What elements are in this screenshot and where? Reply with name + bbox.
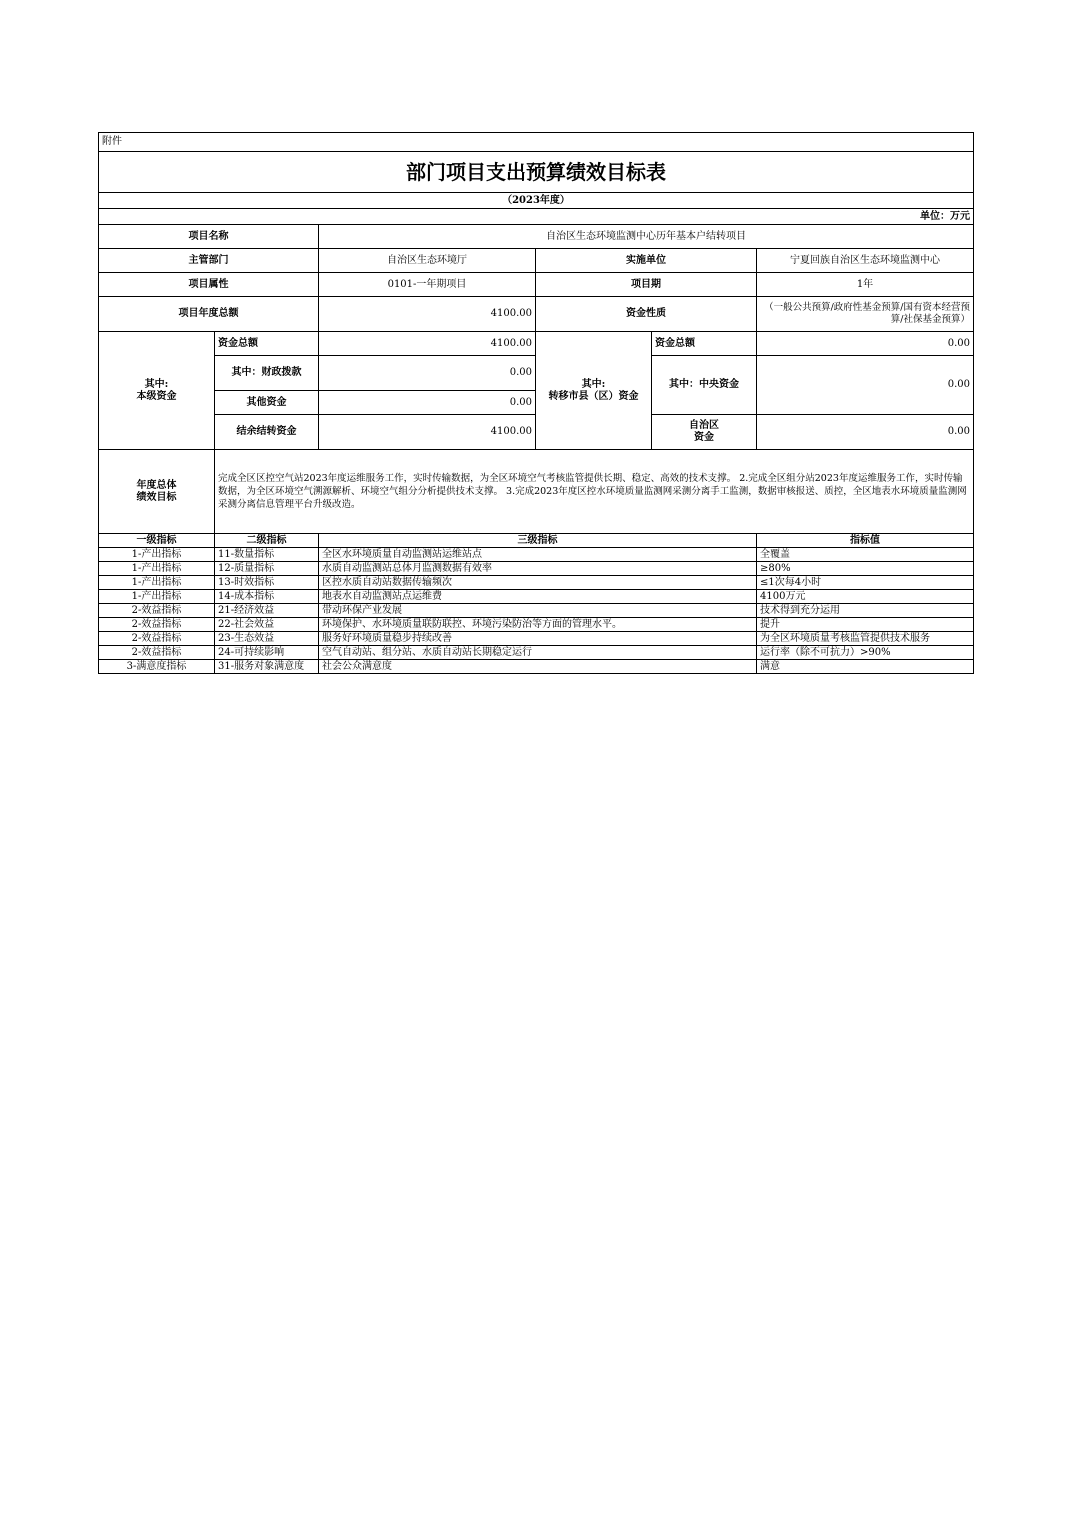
table-row	[99, 632, 974, 646]
transfer-total-label: 资金总额	[652, 332, 757, 356]
level3-cell: 社会公众满意度	[319, 660, 757, 674]
table-row	[99, 562, 974, 576]
fund-nature-label: 资金性质	[536, 297, 757, 332]
central-funds-value: 0.00	[757, 356, 974, 415]
local-total-value: 4100.00	[319, 332, 536, 356]
level3-cell: 水质自动监测站总体月监测数据有效率	[319, 562, 757, 576]
level1-cell: 1-产出指标	[99, 562, 215, 576]
impl-unit-value: 宁夏回族自治区生态环境监测中心	[757, 249, 974, 273]
value-cell: 运行率（除不可抗力）>90%	[757, 646, 974, 660]
unit-label: 单位：万元	[99, 209, 974, 225]
fiscal-funds-value: 0.00	[319, 356, 536, 391]
table-row	[99, 548, 974, 562]
region-funds-label: 自治区 资金	[652, 415, 757, 450]
other-funds-value: 0.00	[319, 391, 536, 415]
level1-cell: 2-效益指标	[99, 604, 215, 618]
dept-label: 主管部门	[99, 249, 319, 273]
level1-cell: 3-满意度指标	[99, 660, 215, 674]
year-label: （2023年度）	[99, 193, 974, 209]
annual-total-label: 项目年度总额	[99, 297, 319, 332]
project-name-label: 项目名称	[99, 225, 319, 249]
level1-cell: 2-效益指标	[99, 618, 215, 632]
value-cell: 全覆盖	[757, 548, 974, 562]
level2-cell: 11-数量指标	[215, 548, 319, 562]
value-cell: 4100万元	[757, 590, 974, 604]
table-row	[99, 590, 974, 604]
table-row	[99, 604, 974, 618]
project-period-value: 1年	[757, 273, 974, 297]
transfer-funds-label: 其中: 转移市县（区）资金	[536, 332, 652, 450]
header-value: 指标值	[757, 534, 974, 548]
indicator-header-row	[99, 534, 974, 548]
level1-cell: 2-效益指标	[99, 632, 215, 646]
level2-cell: 22-社会效益	[215, 618, 319, 632]
level1-cell: 1-产出指标	[99, 590, 215, 604]
level2-cell: 31-服务对象满意度	[215, 660, 319, 674]
level3-cell: 地表水自动监测站点运维费	[319, 590, 757, 604]
fund-nature-value: （一般公共预算/政府性基金预算/国有资本经营预算/社保基金预算）	[757, 297, 974, 332]
level3-cell: 服务好环境质量稳步持续改善	[319, 632, 757, 646]
value-cell: ≤1次每4小时	[757, 576, 974, 590]
project-name-value: 自治区生态环境监测中心历年基本户结转项目	[319, 225, 974, 249]
table-row	[99, 576, 974, 590]
level2-cell: 12-质量指标	[215, 562, 319, 576]
value-cell: 技术得到充分运用	[757, 604, 974, 618]
table-row	[99, 618, 974, 632]
transfer-total-value: 0.00	[757, 332, 974, 356]
annual-goal-text: 完成全区区控空气站2023年度运维服务工作，实时传输数据，为全区环境空气考核监管提供长期、稳定、高效的技术支撑。 2.完成全区组分站2023年度运维服务工作，实时传输数据，为全区环境空气溯源解析、环境空气组分分析提供技术支撑。 3.完成2023年度区控水环境质量监测网采测分离手工监测，数据审核报送、质控，全区地表水环境质量监测网采测分离信息管理平台升级改造。	[215, 450, 974, 534]
header-level3: 三级指标	[319, 534, 757, 548]
level2-cell: 24-可持续影响	[215, 646, 319, 660]
project-period-label: 项目期	[536, 273, 757, 297]
header-level2: 二级指标	[215, 534, 319, 548]
annual-total-value: 4100.00	[319, 297, 536, 332]
annual-goal-label: 年度总体 绩效目标	[99, 450, 215, 534]
level3-cell: 区控水质自动站数据传输频次	[319, 576, 757, 590]
table-row	[99, 646, 974, 660]
level2-cell: 21-经济效益	[215, 604, 319, 618]
level3-cell: 全区水环境质量自动监测站运维站点	[319, 548, 757, 562]
dept-value: 自治区生态环境厅	[319, 249, 536, 273]
fiscal-funds-label: 其中：财政拨款	[215, 356, 319, 391]
region-funds-value: 0.00	[757, 415, 974, 450]
level1-cell: 1-产出指标	[99, 548, 215, 562]
performance-table	[98, 132, 974, 674]
budget-performance-sheet	[98, 132, 973, 674]
header-level1: 一级指标	[99, 534, 215, 548]
value-cell: 满意	[757, 660, 974, 674]
level2-cell: 13-时效指标	[215, 576, 319, 590]
level3-cell: 环境保护、水环境质量联防联控、环境污染防治等方面的管理水平。	[319, 618, 757, 632]
value-cell: 提升	[757, 618, 974, 632]
level2-cell: 14-成本指标	[215, 590, 319, 604]
table-row	[99, 660, 974, 674]
project-attr-label: 项目属性	[99, 273, 319, 297]
carryover-funds-label: 结余结转资金	[215, 415, 319, 450]
value-cell: ≥80%	[757, 562, 974, 576]
level3-cell: 空气自动站、组分站、水质自动站长期稳定运行	[319, 646, 757, 660]
carryover-funds-value: 4100.00	[319, 415, 536, 450]
central-funds-label: 其中：中央资金	[652, 356, 757, 415]
level1-cell: 2-效益指标	[99, 646, 215, 660]
page-title: 部门项目支出预算绩效目标表	[99, 152, 974, 193]
local-funds-label: 其中: 本级资金	[99, 332, 215, 450]
level2-cell: 23-生态效益	[215, 632, 319, 646]
level1-cell: 1-产出指标	[99, 576, 215, 590]
impl-unit-label: 实施单位	[536, 249, 757, 273]
level3-cell: 带动环保产业发展	[319, 604, 757, 618]
value-cell: 为全区环境质量考核监管提供技术服务	[757, 632, 974, 646]
attachment-label: 附件	[99, 133, 974, 152]
local-total-label: 资金总额	[215, 332, 319, 356]
other-funds-label: 其他资金	[215, 391, 319, 415]
project-attr-value: 0101-一年期项目	[319, 273, 536, 297]
